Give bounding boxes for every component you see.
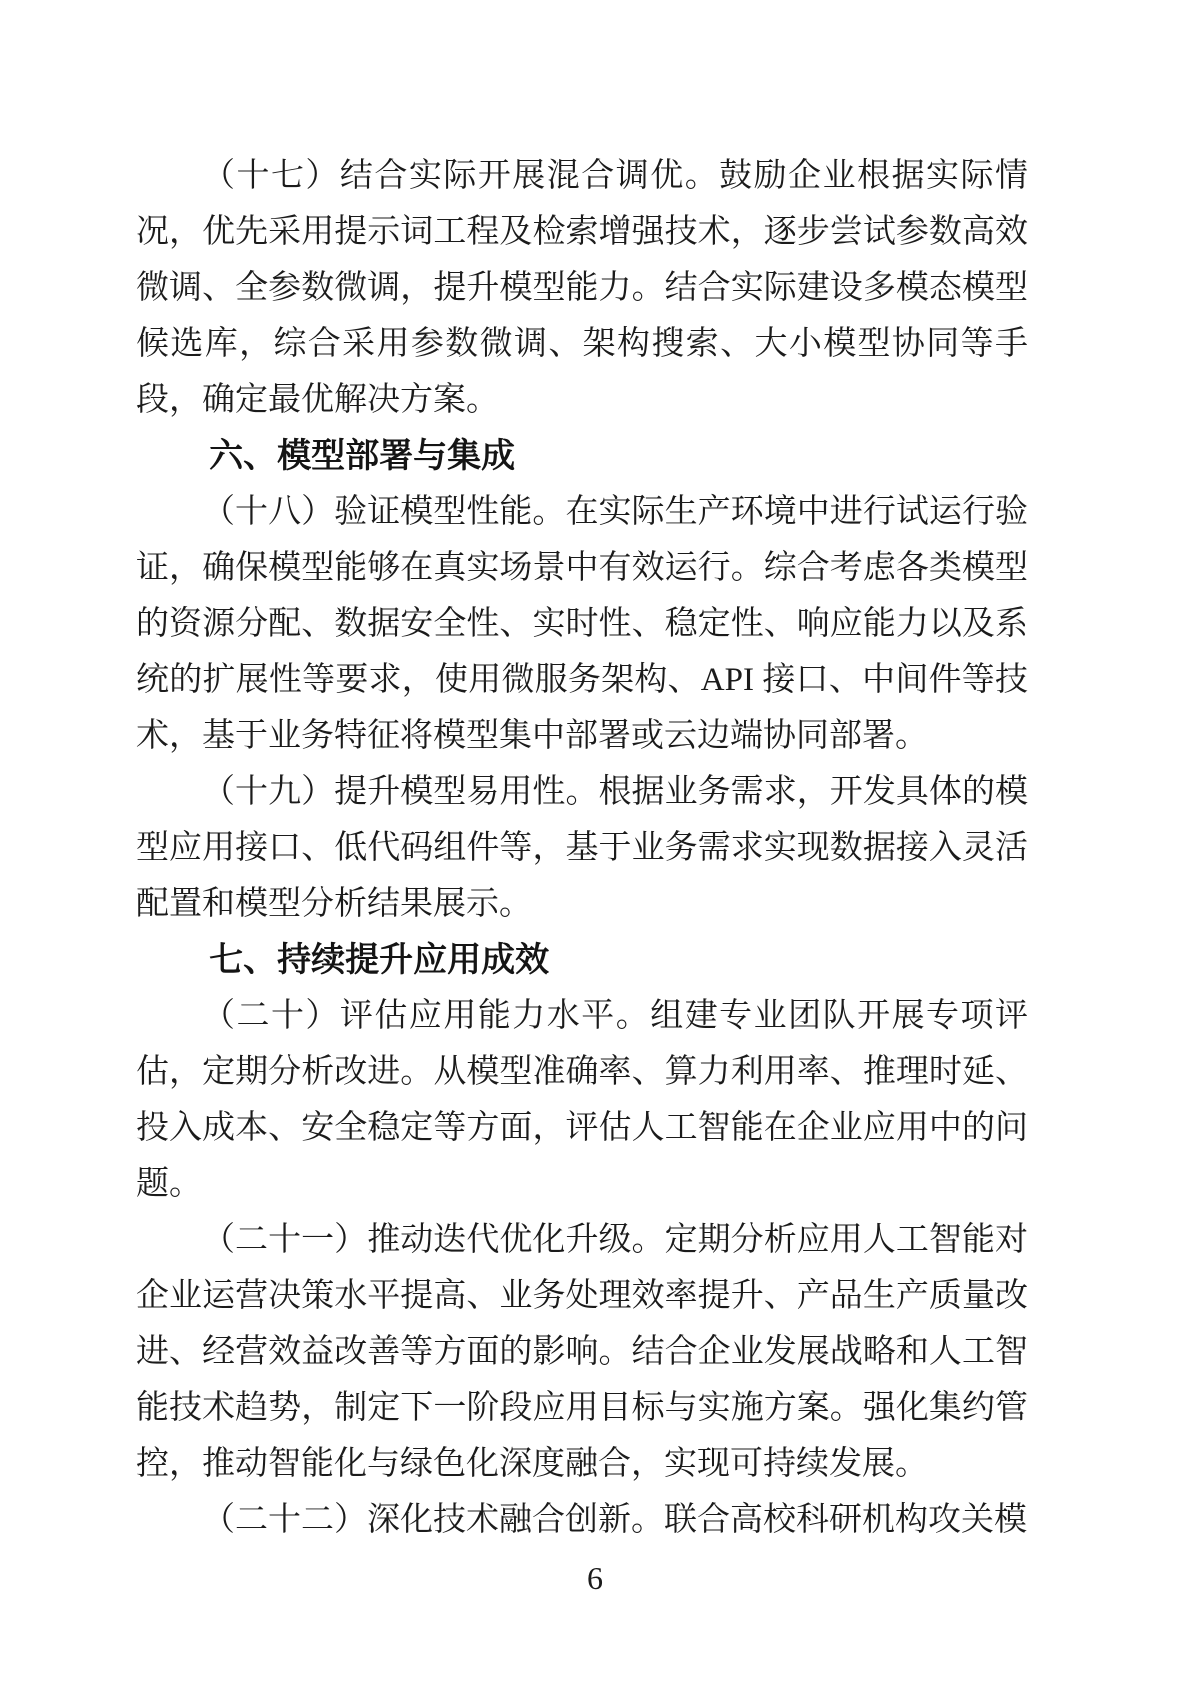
paragraph-19-model-usability: （十九）提升模型易用性。根据业务需求，开发具体的模型应用接口、低代码组件等，基于业务需求实现数据接入灵活配置和模型分析结果展示。: [136, 774, 1028, 922]
paragraph-22-tech-fusion-innovation: （二十二）深化技术融合创新。联合高校科研机构攻关模: [202, 1502, 1027, 1538]
heading-section-7-application-effectiveness: 七、持续提升应用成效: [209, 941, 550, 979]
heading-section-6-model-deployment: 六、模型部署与集成: [209, 437, 516, 475]
paragraph-21-iterative-optimization: （二十一）推动迭代优化升级。定期分析应用人工智能对企业运营决策水平提高、业务处理效率提升、产品生产质量改进、经营效益改善等方面的影响。结合企业发展战略和人工智能技术趋势，制定下一阶段应用目标与实施方案。强化集约管控，推动智能化与绿色化深度融合，实现可持续发展。: [136, 1222, 1028, 1482]
paragraph-17-hybrid-tuning: （十七）结合实际开展混合调优。鼓励企业根据实际情况，优先采用提示词工程及检索增强技术，逐步尝试参数高效微调、全参数微调，提升模型能力。结合实际建设多模态模型候选库，综合采用参数微调、架构搜索、大小模型协同等手段，确定最优解决方案。: [136, 158, 1028, 418]
paragraph-20-evaluate-capability: （二十）评估应用能力水平。组建专业团队开展专项评估，定期分析改进。从模型准确率、算力利用率、推理时延、投入成本、安全稳定等方面，评估人工智能在企业应用中的问题。: [136, 998, 1028, 1202]
page-number: 6: [587, 1560, 603, 1596]
paragraph-18-validate-model-performance: （十八）验证模型性能。在实际生产环境中进行试运行验证，确保模型能够在真实场景中有效运行。综合考虑各类模型的资源分配、数据安全性、实时性、稳定性、响应能力以及系统的扩展性等要求，使用微服务架构、API 接口、中间件等技术，基于业务特征将模型集中部署或云边端协同部署。: [136, 494, 1028, 754]
page-footer: [0, 1550, 1190, 1606]
document-page: [136, 148, 1028, 1548]
